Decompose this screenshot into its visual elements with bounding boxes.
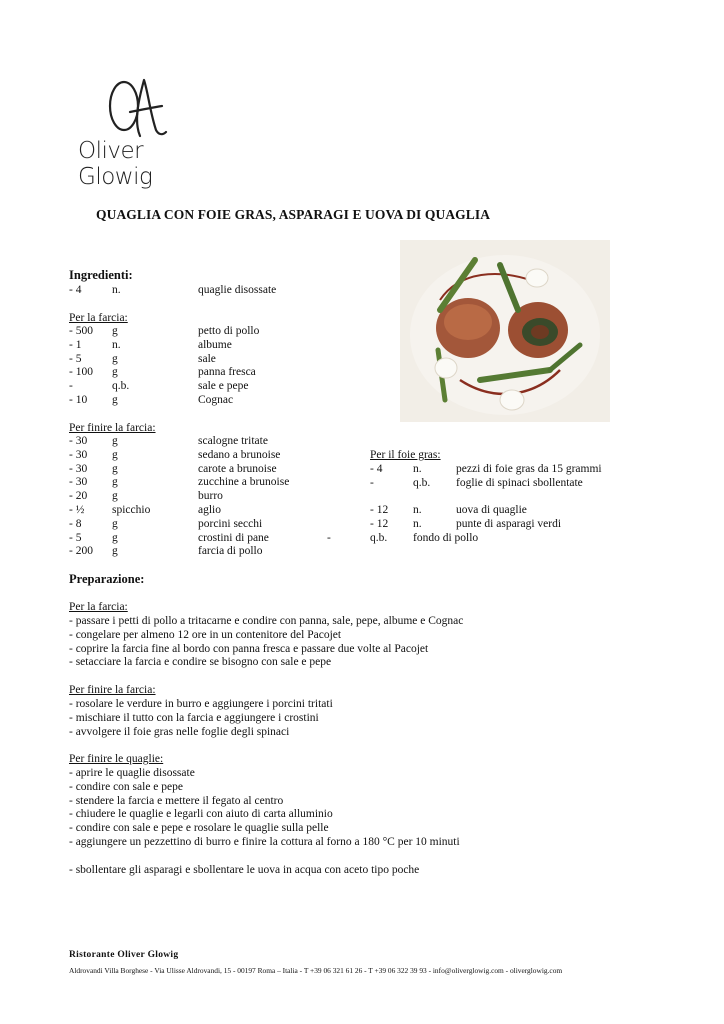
ingredient-row: [69, 504, 329, 518]
prep-farcia-label: Per la farcia:: [69, 601, 128, 613]
preparation-step: - chiudere le quaglie e legarli con aiuto di carta alluminio: [69, 808, 333, 821]
ingredient-qty: - 200: [69, 545, 93, 558]
ingredient-name: uova di quaglie: [456, 504, 527, 517]
ingredient-name: sale: [198, 352, 216, 365]
foie-gras-ingredients-list: [370, 463, 670, 546]
ingredient-name: sedano a brunoise: [198, 448, 281, 461]
ingredient-row: [69, 284, 329, 298]
ingredient-row: [69, 532, 329, 546]
stray-dash: -: [327, 532, 331, 544]
ingredient-name: burro: [198, 490, 223, 503]
preparation-step: - stendere la farcia e mettere il fegato al centro: [69, 794, 284, 807]
preparation-step: - condire con sale e pepe e rosolare le quaglie sulla pelle: [69, 822, 329, 835]
recipe-title: QUAGLIA CON FOIE GRAS, ASPARAGI E UOVA DI QUAGLIA: [96, 207, 491, 222]
finire-farcia-label: Per finire la farcia:: [69, 422, 156, 434]
ingredient-qty: - 100: [69, 366, 93, 379]
ingredient-qty: - 20: [69, 490, 88, 503]
preparation-step: - setacciare la farcia e condire se bisogno con sale e pepe: [69, 656, 332, 669]
logo: [78, 72, 208, 190]
ingredient-qty: - 8: [69, 517, 82, 530]
ingredient-unit: g: [112, 448, 118, 461]
ingredient-name: aglio: [198, 503, 221, 516]
ingredient-name: albume: [198, 338, 232, 351]
prep-finire-label: Per finire la farcia:: [69, 684, 156, 696]
ingredient-unit: q.b.: [413, 476, 431, 489]
ingredient-qty: - 4: [370, 463, 383, 475]
preparation-step: - condire con sale e pepe: [69, 780, 183, 793]
ingredient-name: scalogne tritate: [198, 435, 268, 447]
ingredient-qty: - ½: [69, 503, 85, 516]
ingredient-row: [69, 380, 329, 394]
ingredient-qty: - 30: [69, 476, 88, 489]
ingredient-qty: -: [370, 476, 374, 489]
farcia-label: Per la farcia:: [69, 312, 128, 324]
ingredient-qty: - 5: [69, 531, 82, 544]
ingredient-name: punte di asparagi verdi: [456, 518, 562, 531]
ingredient-row: [370, 518, 670, 532]
ingredient-unit: g: [112, 476, 118, 489]
ingredient-qty: - 30: [69, 448, 88, 461]
ingredient-name: panna fresca: [198, 366, 256, 379]
prep-finire-steps: [69, 698, 333, 739]
ingredient-qty: -: [69, 380, 73, 393]
ingredient-row: [370, 504, 670, 518]
ingredient-qty: - 12: [370, 518, 389, 531]
ingredient-unit: g: [112, 517, 118, 530]
ingredient-unit: g: [112, 393, 118, 406]
ingredient-unit: n.: [413, 504, 422, 517]
ingredient-unit: g: [112, 366, 118, 379]
ingredient-name: foglie di spinaci sbollentate: [456, 476, 583, 489]
ingredient-name: porcini secchi: [198, 517, 263, 530]
ingredient-row: [370, 491, 670, 505]
ingredient-unit: g: [112, 352, 118, 365]
ingredient-row: [69, 463, 329, 477]
ingredient-row: [69, 518, 329, 532]
ingredient-qty: - 5: [69, 352, 82, 365]
ingredient-unit: fondo di pollo: [413, 531, 479, 544]
farcia-ingredients-list: [69, 325, 329, 408]
foie-gras-label: Per il foie gras:: [370, 449, 441, 461]
ingredient-name: farcia di pollo: [198, 545, 263, 558]
ingredient-row: [69, 394, 329, 408]
ingredients-main-list: [69, 284, 329, 298]
ingredient-qty: - 500: [69, 325, 93, 337]
ingredient-row: [69, 449, 329, 463]
ingredient-row: [370, 477, 670, 491]
ingredient-row: [69, 545, 329, 559]
footer-address: Aldrovandi Villa Borghese - Via Ulisse Aldrovandi, 15 - 00197 Roma – Italia - T +39 06 321 61 26 - T +39 06 322 39 93 - info@oliverglowig.com - oliverglowig.com: [69, 966, 563, 975]
ingredient-unit: g: [112, 531, 118, 544]
ingredient-row: [69, 490, 329, 504]
preparation-step: - rosolare le verdure in burro e aggiungere i porcini tritati: [69, 698, 333, 710]
preparation-step: - mischiare il tutto con la farcia e aggiungere i crostini: [69, 711, 319, 724]
preparation-step: - aggiungere un pezzettino di burro e finire la cottura al forno a 180 °C per 10 minuti: [69, 835, 460, 848]
ingredient-qty: - 10: [69, 393, 88, 406]
ingredient-name: carote a brunoise: [198, 462, 277, 475]
prep-farcia-steps: [69, 615, 463, 670]
ingredient-unit: g: [112, 325, 118, 337]
ingredient-unit: n.: [112, 338, 121, 351]
ingredient-name: quaglie disossate: [198, 284, 277, 296]
prep-quaglie-steps: [69, 767, 460, 850]
ingredient-qty: - 4: [69, 284, 82, 296]
ingredient-row: [69, 366, 329, 380]
ingredient-unit: n.: [413, 463, 422, 475]
preparation-heading: Preparazione:: [69, 572, 145, 586]
finire-farcia-ingredients-list: [69, 435, 329, 559]
ingredient-row: [69, 353, 329, 367]
ingredient-unit: spicchio: [112, 503, 151, 516]
preparation-step: - coprire la farcia fine al bordo con panna fresca e passare due volte al Pacojet: [69, 642, 429, 655]
ingredient-unit: g: [112, 545, 118, 558]
ingredient-name: pezzi di foie gras da 15 grammi: [456, 463, 602, 475]
prep-final-step: - sbollentare gli asparagi e sbollentare le uova in acqua con aceto tipo poche: [69, 864, 420, 876]
ingredient-unit: g: [112, 462, 118, 475]
ingredient-unit: q.b.: [112, 380, 130, 393]
ingredient-row: [370, 463, 670, 477]
ingredient-qty: - 30: [69, 462, 88, 475]
preparation-step: - passare i petti di pollo a tritacarne e condire con panna, sale, pepe, albume e Cognac: [69, 615, 464, 627]
ingredient-unit: g: [112, 435, 118, 447]
preparation-step: - congelare per almeno 12 ore in un contenitore del Pacojet: [69, 628, 342, 641]
ingredient-unit: n.: [413, 518, 422, 531]
ingredient-unit: n.: [112, 284, 121, 296]
ingredient-name: crostini di pane: [198, 531, 269, 544]
preparation-step: - aprire le quaglie disossate: [69, 767, 195, 779]
logo-text: Oliver Glowig: [78, 138, 153, 190]
ingredient-name: sale e pepe: [198, 380, 249, 393]
ingredient-qty: - 1: [69, 338, 82, 351]
ingredient-row: [69, 435, 329, 449]
prep-quaglie-label: Per finire le quaglie:: [69, 753, 164, 765]
footer-restaurant-name: Ristorante Oliver Glowig: [69, 950, 179, 960]
ingredient-name: Cognac: [198, 393, 234, 406]
ingredient-qty: - 30: [69, 435, 88, 447]
ingredient-row: [69, 325, 329, 339]
ingredient-qty: - 12: [370, 504, 389, 517]
ingredient-row: [69, 339, 329, 353]
preparation-step: - avvolgere il foie gras nelle foglie degli spinaci: [69, 725, 290, 738]
ingredient-row: [370, 532, 670, 546]
dish-photo: [400, 240, 610, 422]
ingredient-row: [69, 476, 329, 490]
ingredients-heading: Ingredienti:: [69, 268, 133, 282]
ingredient-qty: q.b.: [370, 531, 388, 544]
logo-monogram-icon: [100, 72, 180, 142]
ingredient-name: petto di pollo: [198, 325, 260, 337]
ingredient-name: zucchine a brunoise: [198, 476, 290, 489]
ingredient-unit: g: [112, 490, 118, 503]
